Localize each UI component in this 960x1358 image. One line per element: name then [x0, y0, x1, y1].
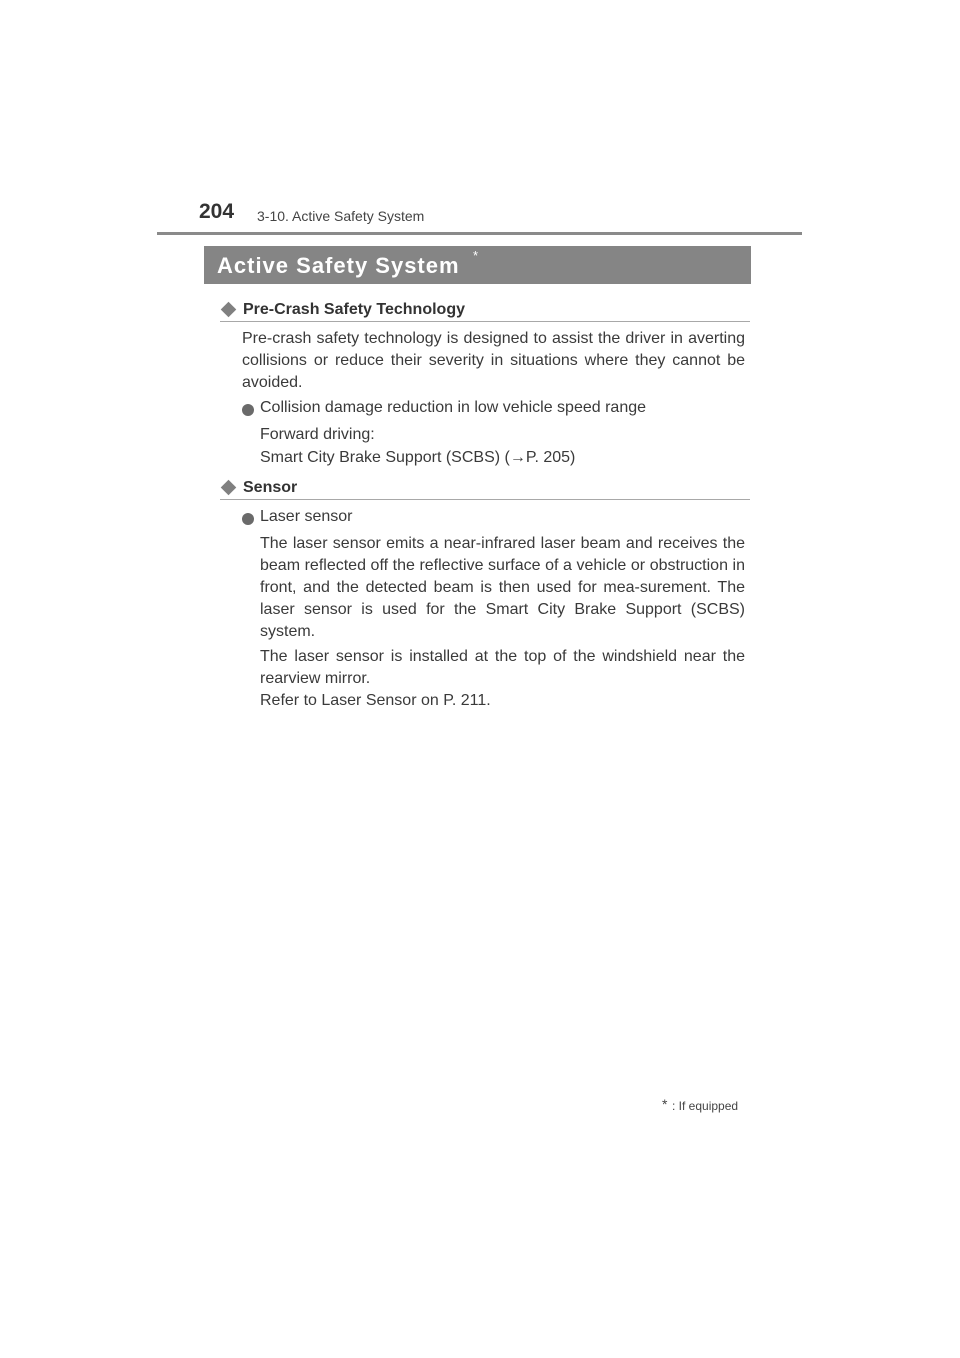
pre-crash-detail-2: Smart City Brake Support (SCBS) (→P. 205) — [260, 449, 576, 466]
sensor-paragraph-3: Refer to Laser Sensor on P. 211. — [260, 692, 491, 709]
sensor-bullet: Laser sensor — [260, 508, 353, 525]
section-rule — [220, 321, 750, 322]
bullet-icon — [242, 404, 254, 416]
title-asterisk: * — [473, 248, 479, 263]
diamond-icon — [221, 302, 237, 318]
sensor-paragraph-1: The laser sensor emits a near-infrared laser beam and receives the beam reflected off the reflective surface of a vehicle or obstruction in front, and the detected beam is then used for mea-surement. The laser sensor is used for the Smart City Brake Support (SCBS) system. — [260, 535, 745, 640]
footnote-text: : If equipped — [672, 1099, 739, 1113]
section-heading-sensor: Sensor — [243, 479, 298, 496]
footnote-star: * — [662, 1096, 668, 1112]
pre-crash-detail-1: Forward driving: — [260, 426, 375, 443]
header-rule — [157, 232, 802, 235]
page-number: 204 — [199, 200, 235, 223]
section-rule — [220, 499, 750, 500]
pre-crash-bullet: Collision damage reduction in low vehicle speed range — [260, 399, 647, 416]
page-title: Active Safety System — [217, 253, 460, 278]
diamond-icon — [221, 480, 237, 496]
title-bar — [204, 246, 751, 284]
bullet-icon — [242, 513, 254, 525]
pre-crash-intro: Pre-crash safety technology is designed to assist the driver in averting collisions or reduce their severity in situations where they cannot be avoided. — [242, 330, 745, 391]
section-reference: 3-10. Active Safety System — [257, 208, 425, 224]
section-heading-pre-crash: Pre-Crash Safety Technology — [243, 301, 465, 318]
sensor-paragraph-2: The laser sensor is installed at the top of the windshield near the rearview mirror. — [260, 648, 745, 687]
